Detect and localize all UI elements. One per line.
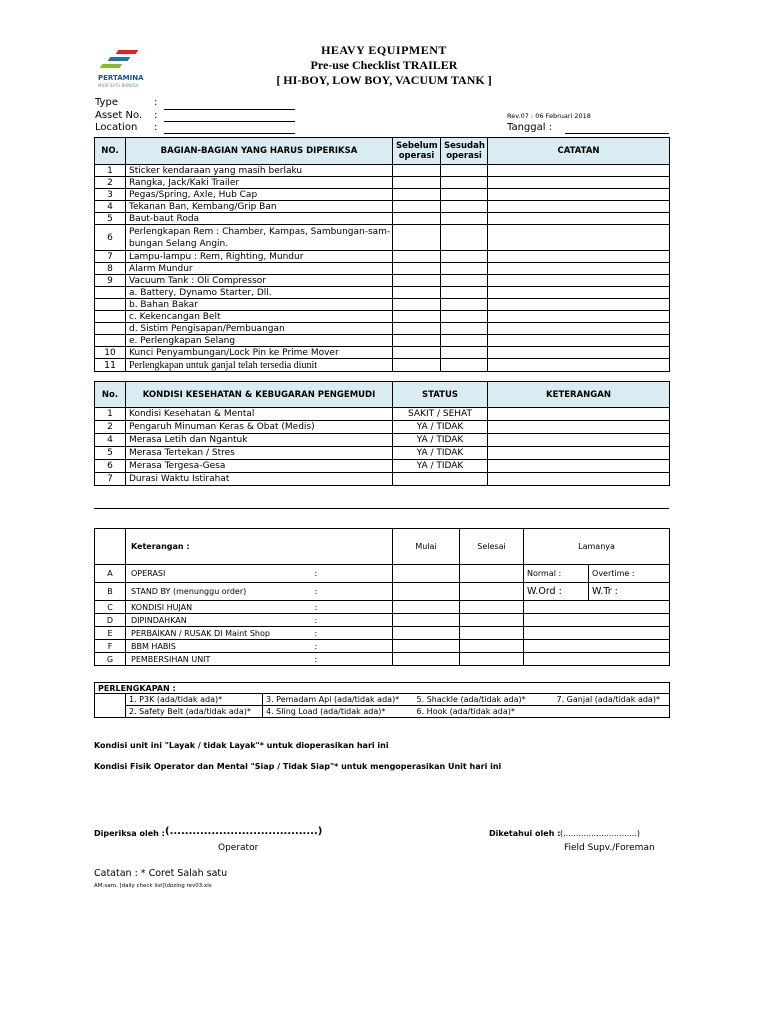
row-no: 5 [95,447,126,460]
row-code: D [95,614,126,627]
check-after[interactable] [441,213,488,225]
lamanya-cell[interactable] [524,601,670,614]
row-colon: : [312,565,393,583]
col-after: Sesudah operasi [441,138,488,165]
location-colon: : [154,122,158,133]
equipment-item[interactable]: 2. Safety Belt (ada/tidak ada)* [126,706,263,718]
notes-cell[interactable] [488,251,670,263]
row-code: C [95,601,126,614]
equipment-title: PERLENGKAPAN : [95,683,670,694]
mulai-cell[interactable] [393,653,460,666]
checked-by-signature[interactable]: (.......................................) [165,826,323,837]
status-cell[interactable]: SAKIT / SEHAT [393,408,488,421]
row-no: 5 [95,213,126,225]
asset-field[interactable] [164,121,295,122]
notes-cell[interactable] [488,311,670,323]
lamanya-word[interactable]: W.Ord : [524,583,589,601]
check-after[interactable] [441,359,488,372]
row-no: 10 [95,347,126,359]
known-by-role: Field Supv./Foreman [564,843,655,853]
row-no [95,335,126,347]
row-item [126,225,393,251]
row-item: Pengaruh Minuman Keras & Obat (Medis) [126,421,393,434]
asset-colon: : [154,110,158,121]
row-no [95,299,126,311]
equipment-item[interactable]: 4. Sling Load (ada/tidak ada)* [263,706,414,718]
location-label: Location [95,122,138,133]
row-code: B [95,583,126,601]
check-before[interactable] [393,299,441,311]
notes-cell[interactable] [488,299,670,311]
checklist-table [94,137,670,372]
notes-cell[interactable] [488,323,670,335]
check-before[interactable] [393,189,441,201]
row-item: Rangka, Jack/Kaki Trailer [126,177,393,189]
row-no: 7 [95,473,126,486]
row-label: KONDISI HUJAN [126,601,312,614]
row-no: 3 [95,189,126,201]
document-title: HEAVY EQUIPMENT [321,43,447,57]
lamanya-overtime[interactable]: Overtime : [589,565,670,583]
lamanya-cell[interactable] [524,614,670,627]
notes-cell[interactable] [488,275,670,287]
check-after[interactable] [441,347,488,359]
row-code: F [95,640,126,653]
col-item: KONDISI KESEHATAN & KEBUGARAN PENGEMUDI [126,382,393,408]
logo-name: PERTAMINA [98,74,144,82]
equipment-item[interactable]: 7. Ganjal (ada/tidak ada)* [554,694,670,706]
row-no: 11 [95,359,126,372]
col-item: BAGIAN-BAGIAN YANG HARUS DIPERIKSA [126,138,393,165]
row-colon: : [312,614,393,627]
col-notes: CATATAN [488,138,670,165]
check-before[interactable] [393,335,441,347]
row-no [95,323,126,335]
check-before[interactable] [393,213,441,225]
row-colon: : [312,601,393,614]
row-item: Merasa Tertekan / Stres [126,447,393,460]
selesai-cell[interactable] [460,565,524,583]
check-after[interactable] [441,335,488,347]
notes-cell[interactable] [488,225,670,251]
row-item: Baut-baut Roda [126,213,393,225]
lamanya-cell[interactable] [524,653,670,666]
selesai-cell[interactable] [460,640,524,653]
row-item: Durasi Waktu Istirahat [126,473,393,486]
known-by-label: Diketahui oleh : [489,829,561,838]
row-item: Kondisi Kesehatan & Mental [126,408,393,421]
blank-cell [95,694,126,718]
check-after[interactable] [441,165,488,177]
operator-statement: Kondisi Fisik Operator dan Mental "Siap / Tidak Siap"* untuk mengoperasikan Unit hari ini [94,762,502,771]
notes-cell[interactable] [488,473,670,486]
row-item: Kunci Penyambungan/Lock Pin ke Prime Mover [126,347,393,359]
notes-cell[interactable] [488,213,670,225]
check-before[interactable] [393,201,441,213]
row-code: A [95,565,126,583]
row-no: 1 [95,408,126,421]
row-item-line1: Perlengkapan Rem : Chamber, Kampas, Sambungan-sam- [129,226,391,237]
notes-cell[interactable] [488,335,670,347]
selesai-cell[interactable] [460,627,524,640]
status-cell[interactable] [393,473,488,486]
row-label: OPERASI [126,565,312,583]
row-item: Pegas/Spring, Axle, Hub Cap [126,189,393,201]
notes-cell[interactable] [488,165,670,177]
check-before[interactable] [393,323,441,335]
row-item: Lampu-lampu : Rem, Righting, Mundur [126,251,393,263]
equipment-item[interactable]: 6. Hook (ada/tidak ada)* [414,706,554,718]
row-label: PEMBERSIHAN UNIT [126,653,312,666]
footer-file: AM:sam. [daily check list]\dozing rev03.xls [94,883,212,889]
notes-cell[interactable] [488,263,670,275]
equipment-table [94,682,670,718]
location-field[interactable] [164,133,295,134]
mulai-cell[interactable] [393,565,460,583]
row-label: BBM HABIS [126,640,312,653]
check-before[interactable] [393,251,441,263]
notes-cell[interactable] [488,408,670,421]
mulai-cell[interactable] [393,614,460,627]
col-before: Sebelum operasi [393,138,441,165]
equipment-item [554,706,670,718]
type-colon: : [154,97,158,108]
lamanya-cell[interactable] [524,627,670,640]
row-item: Perlengkapan untuk ganjal telah tersedia diunit [126,359,393,372]
col-no: No. [95,382,126,408]
check-before[interactable] [393,177,441,189]
mulai-cell[interactable] [393,640,460,653]
blank-cell [95,529,126,565]
check-after[interactable] [441,189,488,201]
selesai-cell[interactable] [460,614,524,627]
logo-tagline: MILIK SATU BANGSA [98,83,139,88]
keterangan-label: Keterangan : [131,542,190,551]
row-item: d. Sistim Pengisapan/Pembuangan [126,323,393,335]
row-code: G [95,653,126,666]
notes-cell[interactable] [488,421,670,434]
mulai-header: Mulai [393,529,460,565]
row-item: Merasa Letih dan Ngantuk [126,434,393,447]
checked-by-label: Diperiksa oleh : [94,829,165,838]
equipment-item[interactable]: 3. Pemadam Api (ada/tidak ada)* [266,695,400,704]
check-after[interactable] [441,287,488,299]
check-before[interactable] [393,287,441,299]
row-item: Merasa Tergesa-Gesa [126,460,393,473]
col-status: STATUS [393,382,488,408]
lamanya-cell[interactable] [524,640,670,653]
row-item: a. Battery, Dynamo Starter, Dll. [126,287,393,299]
check-before[interactable] [393,359,441,372]
lamanya-header: Lamanya [524,529,670,565]
equipment-item[interactable]: 5. Shackle (ada/tidak ada)* [416,695,526,704]
notes-cell[interactable] [488,177,670,189]
tanggal-field[interactable] [565,133,669,134]
notes-cell[interactable] [488,447,670,460]
type-field[interactable] [164,109,295,110]
notes-cell[interactable] [488,359,670,372]
row-no: 2 [95,421,126,434]
notes-cell[interactable] [488,189,670,201]
row-label: STAND BY (menunggu order) [126,583,312,601]
row-item: Tekanan Ban, Kembang/Grip Ban [126,201,393,213]
row-no [95,311,126,323]
notes-cell[interactable] [488,287,670,299]
keterangan-header [126,529,393,565]
check-before[interactable] [393,165,441,177]
row-item: Sticker kendaraan yang masih berlaku [126,165,393,177]
row-no: 2 [95,177,126,189]
row-item: e. Perlengkapan Selang [126,335,393,347]
check-after[interactable] [441,299,488,311]
row-label: PERBAIKAN / RUSAK DI Maint Shop [126,627,312,640]
check-after[interactable] [441,311,488,323]
row-colon: : [312,640,393,653]
check-before[interactable] [393,311,441,323]
document-subtitle: Pre-use Checklist TRAILER [310,58,458,72]
selesai-cell[interactable] [460,601,524,614]
footer-note: Catatan : * Coret Salah satu [94,868,228,879]
check-after[interactable] [441,263,488,275]
check-after[interactable] [441,275,488,287]
check-after[interactable] [441,251,488,263]
time-table [94,528,670,666]
mulai-cell[interactable] [393,601,460,614]
section-divider [94,508,669,509]
row-colon: : [312,627,393,640]
row-no [95,287,126,299]
check-after[interactable] [441,177,488,189]
selesai-header: Selesai [460,529,524,565]
status-cell[interactable]: YA / TIDAK [393,434,488,447]
row-item: Vacuum Tank : Oli Compressor [126,275,393,287]
row-label: DIPINDAHKAN [126,614,312,627]
notes-cell[interactable] [488,201,670,213]
check-before[interactable] [393,347,441,359]
check-before[interactable] [393,263,441,275]
equipment-item[interactable]: 1. P3K (ada/tidak ada)* [126,694,263,706]
mulai-cell[interactable] [393,627,460,640]
mulai-cell[interactable] [393,583,460,601]
selesai-cell[interactable] [460,653,524,666]
status-cell[interactable]: YA / TIDAK [393,447,488,460]
check-before[interactable] [393,225,441,251]
status-cell[interactable]: YA / TIDAK [393,460,488,473]
notes-cell[interactable] [488,434,670,447]
row-item: b. Bahan Bakar [126,299,393,311]
row-no: 1 [95,165,126,177]
row-no: 6 [95,225,126,251]
health-table [94,381,670,486]
row-item: c. Kekencangan Belt [126,311,393,323]
lamanya-wtr[interactable]: W.Tr : [589,583,670,601]
tanggal-label: Tanggal : [507,122,553,133]
check-after[interactable] [441,201,488,213]
check-after[interactable] [441,225,488,251]
unit-statement: Kondisi unit ini "Layak / tidak Layak"* untuk dioperasikan hari ini [94,741,389,750]
check-after[interactable] [441,323,488,335]
status-cell[interactable]: YA / TIDAK [393,421,488,434]
col-notes: KETERANGAN [488,382,670,408]
col-no: NO. [95,138,126,165]
selesai-cell[interactable] [460,583,524,601]
row-no: 8 [95,263,126,275]
row-code: E [95,627,126,640]
checked-by-role: Operator [218,843,259,853]
notes-cell[interactable] [488,460,670,473]
type-label: Type [95,97,118,108]
row-colon: : [312,653,393,666]
row-no: 4 [95,434,126,447]
revision: Rev.07 : 06 Februari 2018 [507,112,591,120]
row-no: 6 [95,460,126,473]
row-no: 4 [95,201,126,213]
asset-label: Asset No. [95,110,143,121]
check-before[interactable] [393,275,441,287]
row-no: 9 [95,275,126,287]
row-item: Alarm Mundur [126,263,393,275]
notes-cell[interactable] [488,347,670,359]
document-types: [ HI-BOY, LOW BOY, VACUUM TANK ] [276,73,492,87]
row-colon: : [312,583,393,601]
lamanya-normal[interactable]: Normal : [524,565,589,583]
known-by-signature[interactable]: (.............................) [560,829,640,838]
row-item-line2: bungan Selang Angin. [129,238,229,249]
row-no: 7 [95,251,126,263]
